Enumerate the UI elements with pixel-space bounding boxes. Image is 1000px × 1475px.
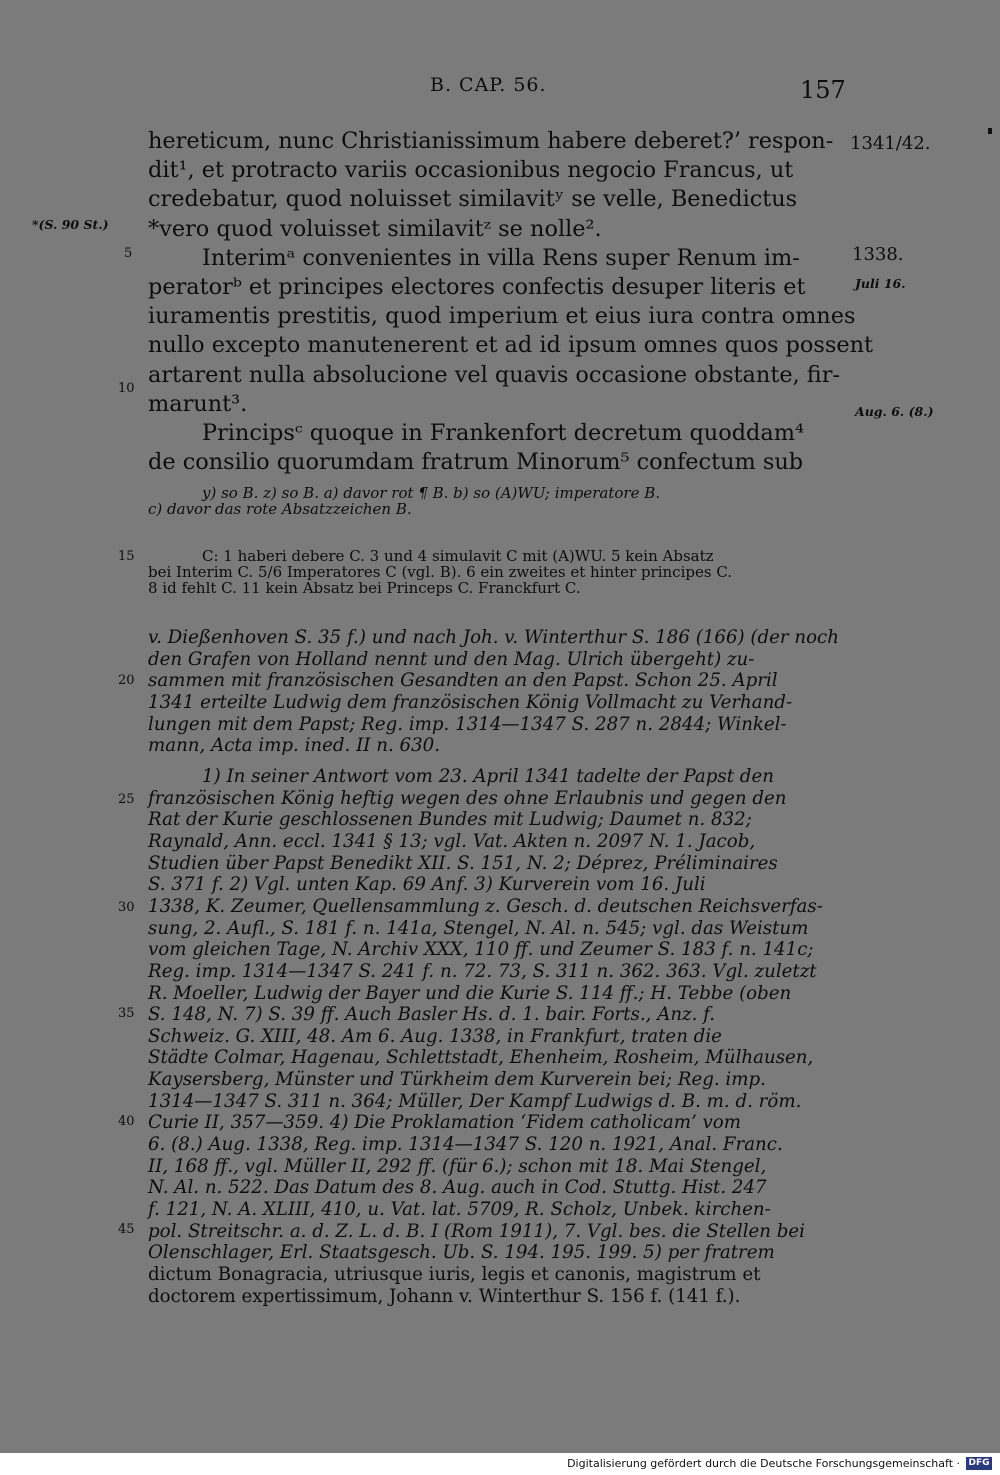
line-number: 20 (118, 673, 135, 688)
apparatus-line: bei Interim C. 5/6 Imperatores C (vgl. B). 6 ein zweites et hinter principes C. (148, 563, 733, 582)
commentary-line: N. Al. n. 522. Das Datum des 8. Aug. auch in Cod. Stuttg. Hist. 247 (148, 1177, 767, 1199)
text-line: de consilio quorumdam fratrum Minorum⁵ confectum sub (148, 449, 804, 476)
text-line: peratorᵇ et principes electores confectis desuper literis et (148, 274, 806, 301)
commentary-line: den Grafen von Holland nennt und den Mag. Ulrich übergeht) zu- (148, 648, 755, 670)
commentary-line: Kaysersberg, Münster und Türkheim dem Kurverein bei; Reg. imp. (148, 1069, 766, 1091)
commentary-notes (148, 627, 848, 1307)
variant-notes (148, 485, 848, 517)
line-number: 15 (118, 549, 135, 564)
text-line: dit¹, et protracto variis occasionibus negocio Francus, ut (148, 157, 794, 184)
commentary-line: Städte Colmar, Hagenau, Schlettstadt, Ehenheim, Rosheim, Mülhausen, (148, 1047, 814, 1069)
text-line: *vero quod voluisset similavitᶻ se nolle². (148, 215, 602, 242)
commentary-line: S. 148, N. 7) S. 39 ff. Auch Basler Hs. d. 1. bair. Forts., Anz. f. (148, 1004, 716, 1026)
line-number: 35 (118, 1006, 135, 1021)
variant-line: c) davor das rote Absatzzeichen B. (148, 500, 412, 519)
main-text (148, 127, 874, 477)
running-header: B. CAP. 56. (430, 74, 547, 96)
commentary-line: sung, 2. Aufl., S. 181 f. n. 141a, Stengel, N. Al. n. 545; vgl. das Weistum (148, 917, 809, 939)
text-line: Principsᶜ quoque in Frankenfort decretum quoddam⁴ (202, 420, 804, 447)
commentary-line: vom gleichen Tage, N. Archiv XXX, 110 ff. und Zeumer S. 183 f. n. 141c; (148, 939, 814, 961)
apparatus-c (148, 548, 848, 597)
commentary-line: II, 168 ff., vgl. Müller II, 292 ff. (für 6.); schon mit 18. Mai Stengel, (148, 1155, 767, 1177)
text-line: artarent nulla absolucione vel quavis occasione obstante, fir- (148, 361, 841, 388)
line-number: 10 (118, 381, 135, 396)
margin-ref-st: *(S. 90 St.) (32, 217, 109, 232)
commentary-line: pol. Streitschr. a. d. Z. L. d. B. I (Rom 1911), 7. Vgl. bes. die Stellen bei (148, 1220, 805, 1242)
commentary-line: S. 371 f. 2) Vgl. unten Kap. 69 Anf. 3) Kurverein vom 16. Juli (148, 874, 706, 896)
variant-line: y) so B. z) so B. a) davor rot ¶ B. b) so (A)WU; imperatore B. (202, 484, 661, 502)
commentary-line: Curie II, 357—359. 4) Die Proklamation ‘Fidem catholicam’ vom (148, 1112, 742, 1134)
commentary-line: französischen König heftig wegen des ohne Erlaubnis und gegen den (148, 787, 787, 809)
commentary-line: lungen mit dem Papst; Reg. imp. 1314—1347 S. 287 n. 2844; Winkel- (148, 713, 787, 735)
text-line: credebatur, quod noluisset similavitʸ se velle, Benedictus (148, 186, 798, 213)
footer-funding-text: Digitalisierung gefördert durch die Deutsche Forschungsgemeinschaft · (567, 1457, 960, 1470)
apparatus-line: C: 1 haberi debere C. 3 und 4 simulavit C mit (A)WU. 5 kein Absatz (202, 547, 714, 565)
line-number: 30 (118, 900, 135, 915)
commentary-line: doctorem expertissimum, Johann v. Winterthur S. 156 f. (141 f.). (148, 1285, 741, 1307)
commentary-line: 1314—1347 S. 311 n. 364; Müller, Der Kampf Ludwigs d. B. m. d. röm. (148, 1090, 802, 1112)
commentary-line: Schweiz. G. XIII, 48. Am 6. Aug. 1338, in Frankfurt, traten die (148, 1025, 722, 1047)
commentary-line: dictum Bonagracia, utriusque iuris, legis et canonis, magistrum et (148, 1264, 761, 1286)
commentary-line: Studien über Papst Benedikt XII. S. 151, N. 2; Déprez, Préliminaires (148, 852, 778, 874)
commentary-line: 1338, K. Zeumer, Quellensammlung z. Gesch. d. deutschen Reichsverfas- (148, 895, 823, 917)
line-number: 25 (118, 792, 135, 807)
footer-bar (0, 1453, 1000, 1475)
line-number: 5 (124, 246, 133, 261)
dfg-logo-icon: DFG (966, 1457, 992, 1470)
margin-date-juli: Juli 16. (855, 276, 906, 291)
line-number: 45 (118, 1222, 135, 1237)
text-line: iuramentis prestitis, quod imperium et eius iura contra omnes (148, 303, 856, 330)
margin-date-aug: Aug. 6. (8.) (855, 404, 934, 419)
apparatus-line: 8 id fehlt C. 11 kein Absatz bei Princeps C. Franckfurt C. (148, 579, 581, 598)
margin-year-1338: 1338. (852, 244, 904, 265)
commentary-line: R. Moeller, Ludwig der Bayer und die Kurie S. 114 ff.; H. Tebbe (oben (148, 982, 792, 1004)
commentary-line: 1341 erteilte Ludwig dem französischen König Vollmacht zu Verhand- (148, 691, 793, 713)
commentary-line: Rat der Kurie geschlossenen Bundes mit Ludwig; Daumet n. 832; (148, 809, 752, 831)
commentary-line: mann, Acta imp. ined. II n. 630. (148, 735, 441, 757)
commentary-line: 1) In seiner Antwort vom 23. April 1341 tadelte der Papst den (202, 765, 774, 787)
commentary-line: Raynald, Ann. eccl. 1341 § 13; vgl. Vat. Akten n. 2097 N. 1. Jacob, (148, 830, 756, 852)
text-line: hereticum, nunc Christianissimum habere deberet?’ respon- (148, 128, 834, 154)
commentary-line: sammen mit französischen Gesandten an den Papst. Schon 25. April (148, 670, 778, 692)
commentary-line: 6. (8.) Aug. 1338, Reg. imp. 1314—1347 S. 120 n. 1921, Anal. Franc. (148, 1134, 783, 1156)
text-line: nullo excepto manutenerent et ad id ipsum omnes quos possent (148, 332, 874, 359)
commentary-line: Olenschlager, Erl. Staatsgesch. Ub. S. 194. 195. 199. 5) per fratrem (148, 1242, 775, 1264)
line-number: 40 (118, 1114, 135, 1129)
commentary-line: v. Dießenhoven S. 35 f.) und nach Joh. v. Winterthur S. 186 (166) (der noch (148, 627, 839, 648)
page-number: 157 (800, 76, 846, 104)
commentary-line: Reg. imp. 1314—1347 S. 241 f. n. 72. 73, S. 311 n. 362. 363. Vgl. zuletzt (148, 960, 817, 982)
scan-speck (988, 128, 992, 134)
margin-year-1341: 1341/42. (850, 133, 931, 154)
text-line: Interimᵃ convenientes in villa Rens super Renum im- (202, 244, 800, 271)
text-line: marunt³. (148, 390, 248, 417)
commentary-line: f. 121, N. A. XLIII, 410, u. Vat. lat. 5709, R. Scholz, Unbek. kirchen- (148, 1199, 771, 1221)
